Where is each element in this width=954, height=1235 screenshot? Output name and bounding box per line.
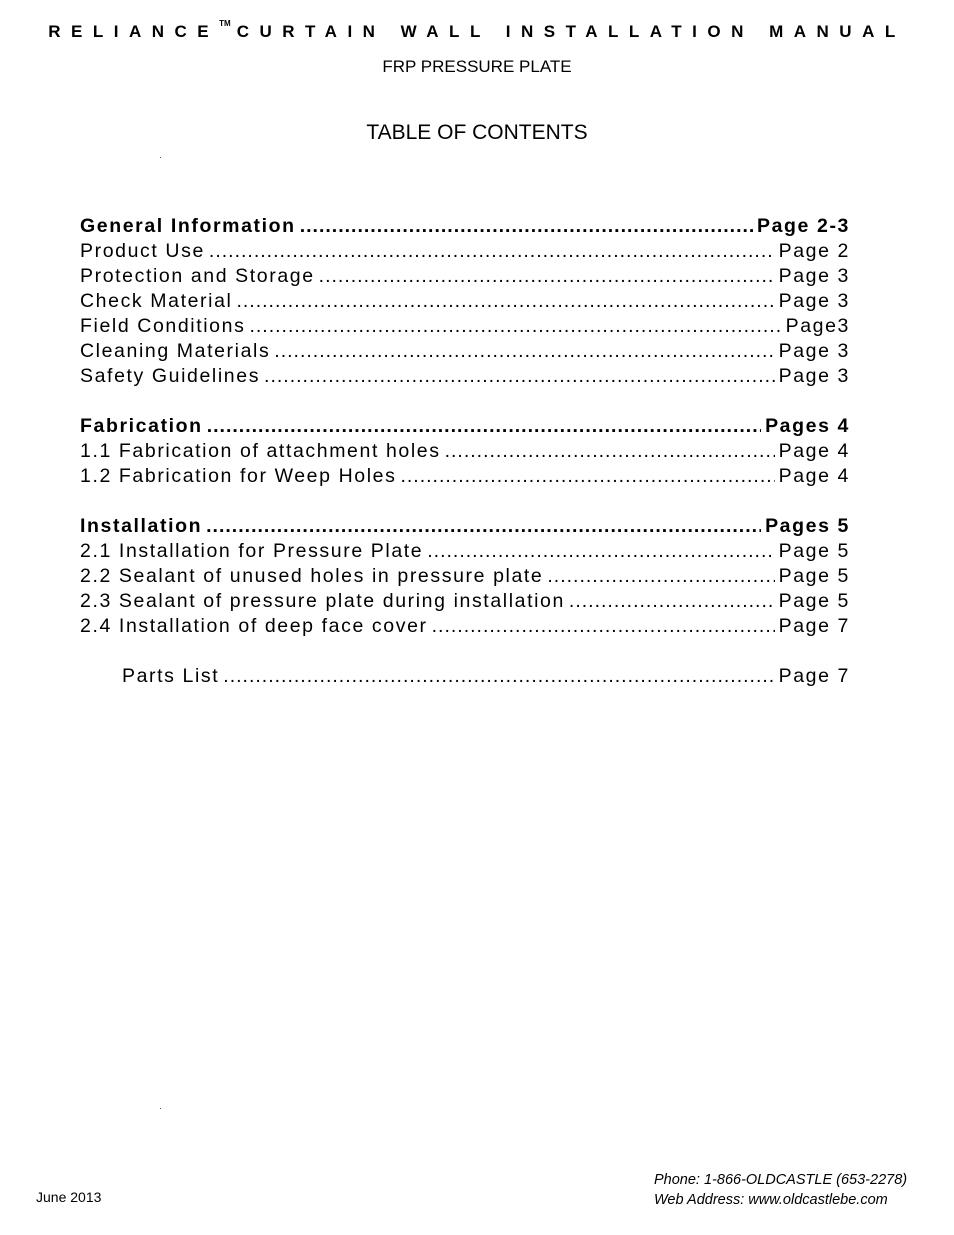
toc-leader-dots: [547, 564, 774, 589]
toc-entry-sealant-unused-holes[interactable]: [80, 564, 850, 589]
toc-entry-label: 2.1 Installation for Pressure Plate: [80, 540, 424, 562]
toc-entry-label: Installation: [80, 515, 203, 537]
trademark-symbol: TM: [219, 19, 231, 29]
scan-speck: [160, 157, 161, 158]
toc-entry-page: Page 2-3: [756, 215, 850, 237]
toc-entry-label: 2.2 Sealant of unused holes in pressure plate: [80, 565, 544, 587]
toc-leader-dots: [427, 539, 774, 564]
toc-entry-sealant-during-installation[interactable]: [80, 589, 850, 614]
footer-date: June 2013: [36, 1189, 102, 1205]
toc-leader-dots: [432, 614, 775, 639]
toc-entry-page: Page 2: [778, 240, 850, 262]
toc-leader-dots: [249, 314, 781, 339]
toc-entry-page: Pages 5: [765, 515, 850, 537]
manual-subtitle: FRP PRESSURE PLATE: [382, 57, 572, 76]
toc-entry-page: Page 3: [778, 340, 850, 362]
toc-entry-page: Page 7: [778, 615, 850, 637]
toc-entry-label: Field Conditions: [80, 315, 246, 337]
toc-entry-page: Page 7: [778, 665, 850, 687]
toc-entry-label: General Information: [80, 215, 296, 237]
toc-leader-dots: [236, 289, 774, 314]
toc-leader-dots: [300, 214, 753, 239]
toc-entry-label: 2.3 Sealant of pressure plate during installation: [80, 590, 565, 612]
toc-leader-dots: [223, 664, 774, 689]
footer-contact: [654, 1170, 907, 1210]
toc-entry-label: Product Use: [80, 240, 205, 262]
toc-leader-dots: [206, 514, 761, 539]
toc-entry-page: Page3: [785, 315, 850, 337]
toc-entry-fabrication-attachment-holes[interactable]: [80, 439, 850, 464]
toc-entry-check-material[interactable]: [80, 289, 850, 314]
toc-entry-label: Parts List: [122, 665, 220, 687]
toc-entry-label: Check Material: [80, 290, 233, 312]
table-of-contents: [80, 214, 850, 689]
toc-entry-label: Cleaning Materials: [80, 340, 271, 362]
scan-speck: [160, 1108, 161, 1109]
toc-entry-label: 1.1 Fabrication of attachment holes: [80, 440, 441, 462]
toc-leader-dots: [207, 414, 761, 439]
toc-heading: TABLE OF CONTENTS: [366, 121, 588, 144]
toc-entry-page: Page 3: [778, 290, 850, 312]
toc-entry-deep-face-cover[interactable]: [80, 614, 850, 639]
footer-web-address: Web Address: www.oldcastlebe.com: [654, 1192, 888, 1208]
toc-entry-installation-pressure-plate[interactable]: [80, 539, 850, 564]
toc-entry-page: Pages 4: [765, 415, 850, 437]
toc-leader-dots: [400, 464, 774, 489]
toc-entry-label: 2.4 Installation of deep face cover: [80, 615, 428, 637]
toc-entry-field-conditions[interactable]: [80, 314, 850, 339]
toc-section-general-information[interactable]: [80, 214, 850, 239]
toc-section-installation[interactable]: [80, 514, 850, 539]
toc-entry-product-use[interactable]: [80, 239, 850, 264]
toc-entry-label: Fabrication: [80, 415, 203, 437]
toc-leader-dots: [264, 364, 775, 389]
toc-entry-page: Page 5: [778, 565, 850, 587]
footer-phone: Phone: 1-866-OLDCASTLE (653-2278): [654, 1172, 908, 1188]
toc-entry-label: Protection and Storage: [80, 265, 315, 287]
toc-entry-page: Page 5: [778, 540, 850, 562]
brand-name: RELIANCE: [48, 22, 220, 41]
toc-entry-safety-guidelines[interactable]: [80, 364, 850, 389]
toc-entry-fabrication-weep-holes[interactable]: [80, 464, 850, 489]
toc-entry-page: Page 4: [778, 440, 850, 462]
toc-leader-dots: [445, 439, 775, 464]
toc-entry-page: Page 4: [778, 465, 850, 487]
toc-leader-dots: [319, 264, 775, 289]
toc-section-fabrication[interactable]: [80, 414, 850, 439]
toc-entry-page: Page 3: [778, 365, 850, 387]
toc-leader-dots: [274, 339, 774, 364]
toc-leader-dots: [569, 589, 775, 614]
manual-title: [0, 19, 954, 42]
toc-entry-label: 1.2 Fabrication for Weep Holes: [80, 465, 397, 487]
toc-entry-page: Page 3: [778, 265, 850, 287]
toc-entry-parts-list[interactable]: [80, 664, 850, 689]
toc-leader-dots: [209, 239, 775, 264]
toc-entry-label: Safety Guidelines: [80, 365, 261, 387]
toc-entry-protection-and-storage[interactable]: [80, 264, 850, 289]
toc-entry-page: Page 5: [778, 590, 850, 612]
manual-title-text: CURTAIN WALL INSTALLATION MANUAL: [236, 22, 906, 41]
toc-entry-cleaning-materials[interactable]: [80, 339, 850, 364]
